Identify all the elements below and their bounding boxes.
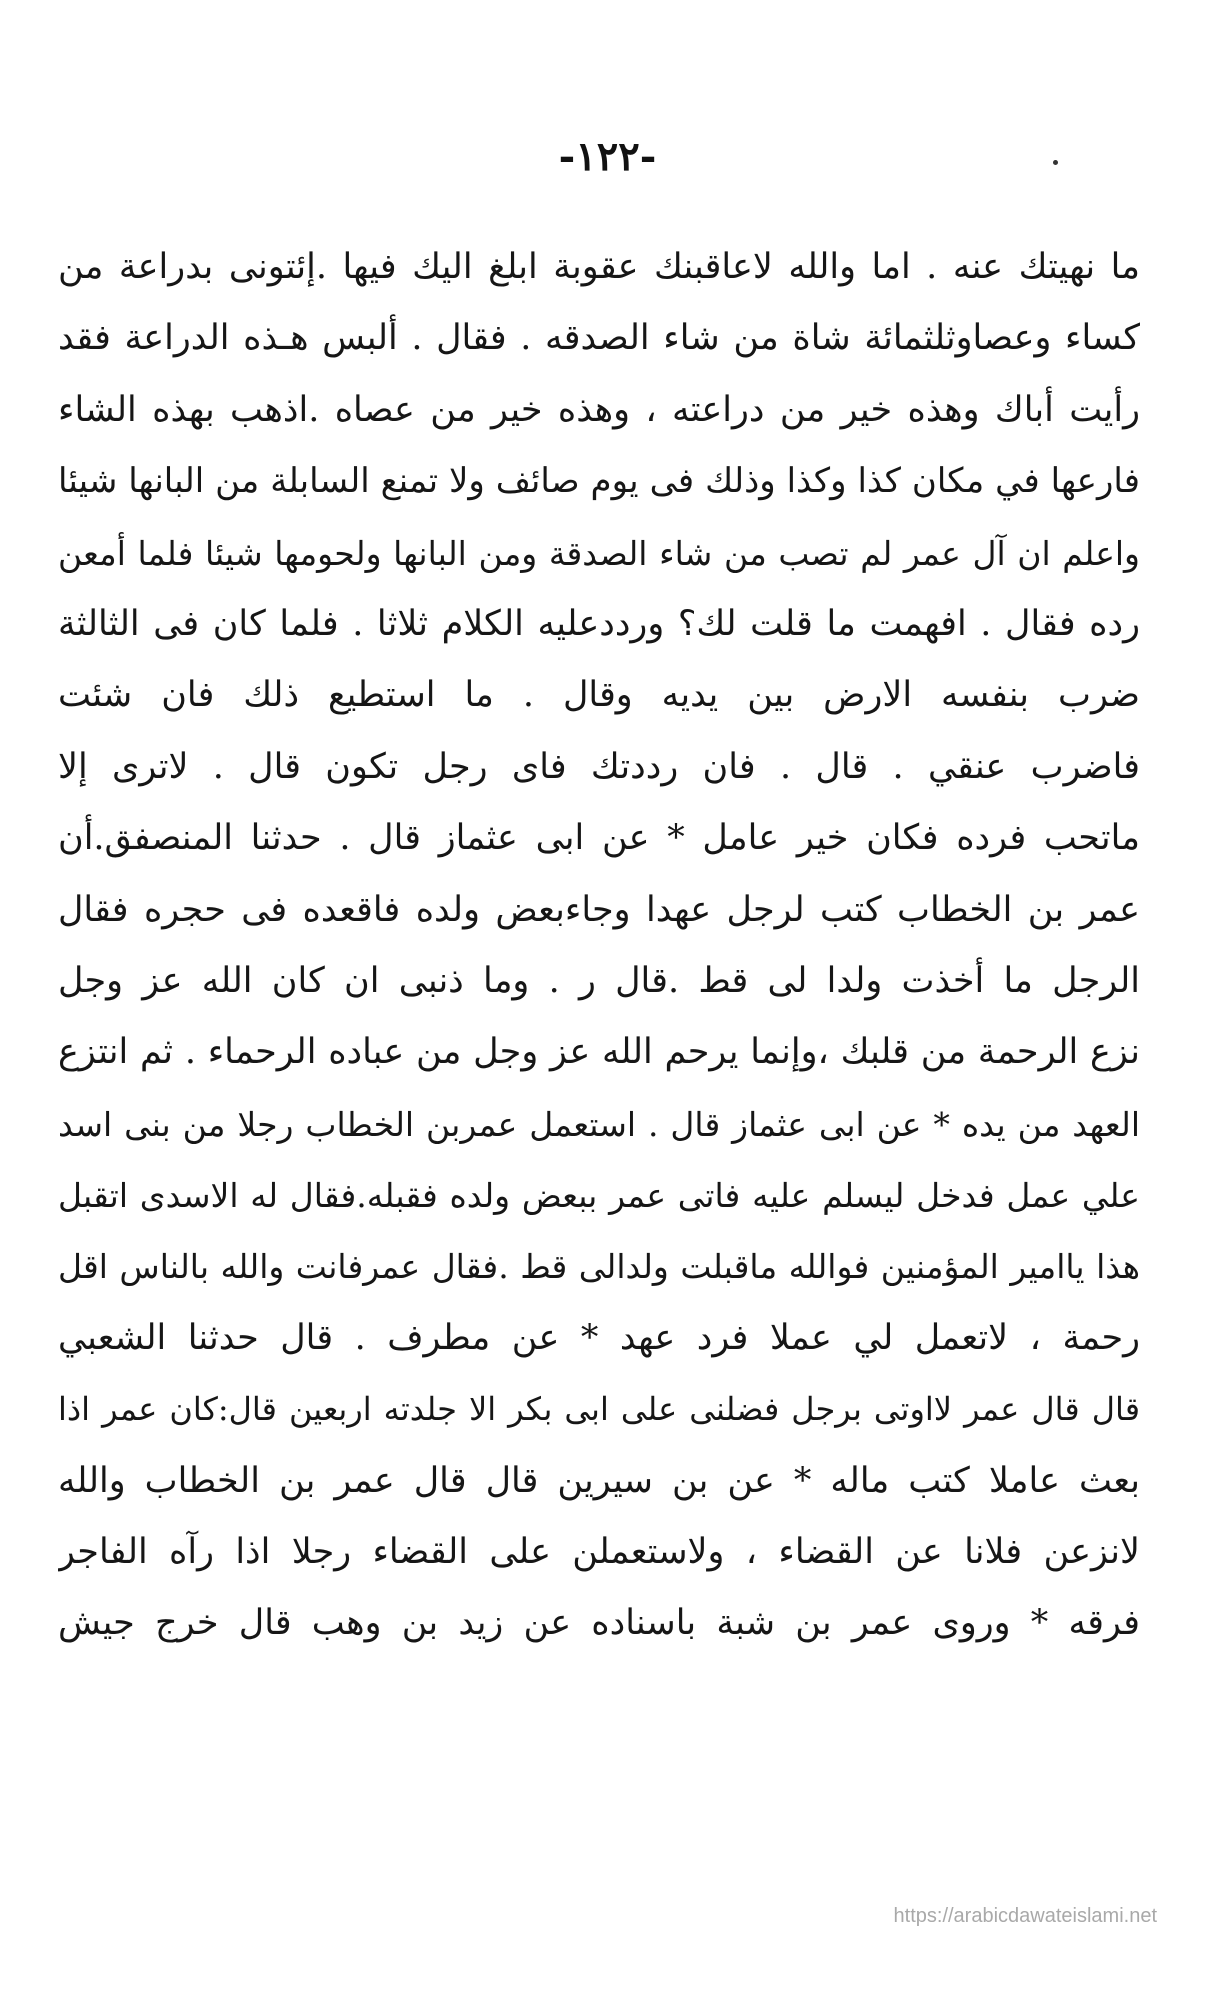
text-line: فرقه * وروى عمر بن شبة باسناده عن زيد بن وهب قال خرج جيش	[58, 1603, 1140, 1644]
text-line: هذا ياامير المؤمنين فوالله ماقبلت ولدالى قط .فقال عمرفانت والله بالناس اقل	[58, 1247, 1140, 1287]
body-text	[58, 232, 1140, 1660]
text-line: رأيت أباك وهذه خير من دراعته ، وهذه خير من عصاه .اذهب بهذه الشاء	[58, 389, 1140, 430]
text-line: لانزعن فلانا عن القضاء ، ولاستعملن على القضاء رجلا اذا رآه الفاجر	[58, 1532, 1140, 1573]
text-line: عمر بن الخطاب كتب لرجل عهدا وجاءبعض ولده فاقعده فى حجره فقال	[58, 889, 1140, 930]
text-line: نزع الرحمة من قلبك ،وإنما يرحم الله عز وجل من عباده الرحماء . ثم انتزع	[58, 1032, 1140, 1073]
text-line: ضرب بنفسه الارض بين يديه وقال . ما استطيع ذلك فان شئت	[58, 675, 1140, 716]
text-line: قال قال عمر لااوتى برجل فضلنى على ابى بكر الا جلدته اربعين قال:كان عمر اذا	[58, 1390, 1140, 1429]
text-line: ماتحب فرده فكان خير عامل * عن ابى عثماز قال . حدثنا المنصفق.أن	[58, 818, 1140, 859]
source-url: https://arabicdawateislami.net	[893, 1905, 1157, 1927]
text-line: كساء وعصاوثلثمائة شاة من شاء الصدقه . فقال . ألبس هـذه الدراعة فقد	[58, 318, 1140, 359]
text-line: فاضرب عنقي . قال . فان رددتك فاى رجل تكون قال . لاترى إلا	[58, 746, 1140, 787]
text-line: رده فقال . افهمت ما قلت لك؟ ورددعليه الكلام ثلاثا . فلما كان فى الثالثة	[58, 603, 1140, 644]
text-line: واعلم ان آل عمر لم تصب من شاء الصدقة ومن البانها ولحومها شيئا فلما أمعن	[58, 533, 1140, 573]
text-line: رحمة ، لاتعمل لي عملا فرد عهد * عن مطرف . قال حدثنا الشعبي	[58, 1317, 1140, 1358]
text-line: العهد من يده * عن ابى عثماز قال . استعمل عمربن الخطاب رجلا من بنى اسد	[58, 1104, 1140, 1144]
text-line: علي عمل فدخل ليسلم عليه فاتى عمر ببعض ولده فقبله.فقال له الاسدى اتقبل	[58, 1176, 1140, 1216]
text-line: ما نهيتك عنه . اما والله لاعاقبنك عقوبة ابلغ اليك فيها .إئتونى بدراعة من	[58, 247, 1140, 287]
page-number: -١٢٢-	[558, 133, 657, 180]
text-line: الرجل ما أخذت ولدا لى قط .قال ر . وما ذنبى ان كان الله عز وجل	[58, 960, 1140, 1001]
text-line: فارعها في مكان كذا وكذا وذلك فى يوم صائف ولا تمنع السابلة من البانها شيئا	[58, 461, 1140, 502]
text-line: بعث عاملا كتب ماله * عن بن سيرين قال قال عمر بن الخطاب والله	[58, 1460, 1140, 1501]
